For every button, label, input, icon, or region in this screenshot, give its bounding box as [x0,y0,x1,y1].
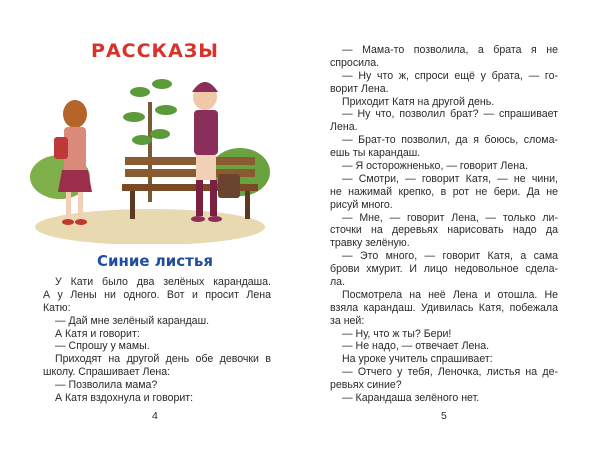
paragraph [330,328,558,341]
text-line: рисуй много. [330,198,393,211]
paragraph [330,392,558,405]
page-number: 4 [152,410,158,422]
paragraph [330,173,558,212]
text-line: На уроке учитель спрашивает: [342,353,493,366]
text-line: А Катя вздохнула и говорит: [55,392,194,405]
text-line: — Ну что, позволил брат? — спрашивает [342,108,558,121]
story-illustration [30,62,270,244]
text-line: — Это много, — говорит Катя, а сама [342,250,558,263]
text-line: ла. [330,276,346,289]
paragraph [330,160,558,173]
text-line: Приходит Катя на другой день. [342,95,495,108]
text-line: А Катя и говорит: [55,327,140,340]
paragraph [43,353,271,379]
text-line: У Кати было два зелёных карандаша. [55,276,271,288]
paragraph [330,340,558,353]
text-line: — Спрошу у мамы. [55,340,150,353]
paragraph [330,250,558,289]
text-line: — Ну что ж, спроси ещё у брата, — го- [342,69,558,82]
paragraph [43,276,271,315]
text-line: взяла карандаш. Удивилась Катя, побежала [330,301,558,314]
text-line: школу. Спрашивает Лена: [43,366,171,379]
right-page-text [330,44,558,405]
page-number: 5 [441,410,447,422]
paragraph [330,96,558,109]
paragraph [43,340,271,353]
text-line: — Карандаша зелёного нет. [342,392,480,405]
right-page [300,0,600,466]
paragraph [43,315,271,328]
text-line: — Позволила мама? [55,379,158,392]
paragraph [43,379,271,392]
text-line: брови хмурит. И лицо недовольное сдела- [330,263,558,276]
paragraph [330,44,558,70]
text-line: Приходят на другой день обе девочки в [55,353,271,366]
text-line: ворит Лена. [330,82,389,95]
text-line: за ней: [330,314,365,327]
paragraph [43,328,271,341]
text-line: — Ну, что ж ты? Бери! [342,327,452,340]
text-line: — Я осторожненько, — говорит Лена. [342,160,528,173]
text-line: ревьях синие? [330,379,402,392]
text-line: А у Лены ни одного. Вот и просит Лена [43,288,271,301]
text-line: Посмотрела на неё Лена и отошла. Не [342,288,558,301]
text-line: ешь ты карандаш. [330,147,421,160]
text-line: — Мне, — говорит Лена, — только ли- [342,211,558,224]
section-title: РАССКАЗЫ [91,40,219,62]
paragraph [330,70,558,96]
text-line: — Не надо, — отвечает Лена. [342,340,490,353]
text-line: сточки на деревьях нарисовать надо да [330,224,558,237]
paragraph [43,392,271,405]
text-line: — Смотри, — говорит Катя, — не чини, [342,172,558,185]
text-line: не нажимай крепко, в рот не бери. Да не [330,185,558,198]
paragraph [330,353,558,366]
story-title: Синие листья [97,252,213,270]
text-line: Катю: [43,301,71,314]
paragraph [330,134,558,160]
paragraph [330,366,558,392]
text-line: — Мама-то позволила, а брата я не [342,44,558,56]
paragraph [330,108,558,134]
text-line: — Дай мне зелёный карандаш. [55,314,210,327]
text-line: — Отчего у тебя, Леночка, листья на де- [342,366,558,379]
paragraph [330,212,558,251]
text-line: — Брат-то позволил, да я боюсь, слома- [342,134,558,147]
left-page-text [43,276,271,405]
text-line: Лена. [330,121,358,134]
paragraph [330,289,558,328]
text-line: травку зелёную. [330,237,410,250]
text-line: спросила. [330,56,380,69]
